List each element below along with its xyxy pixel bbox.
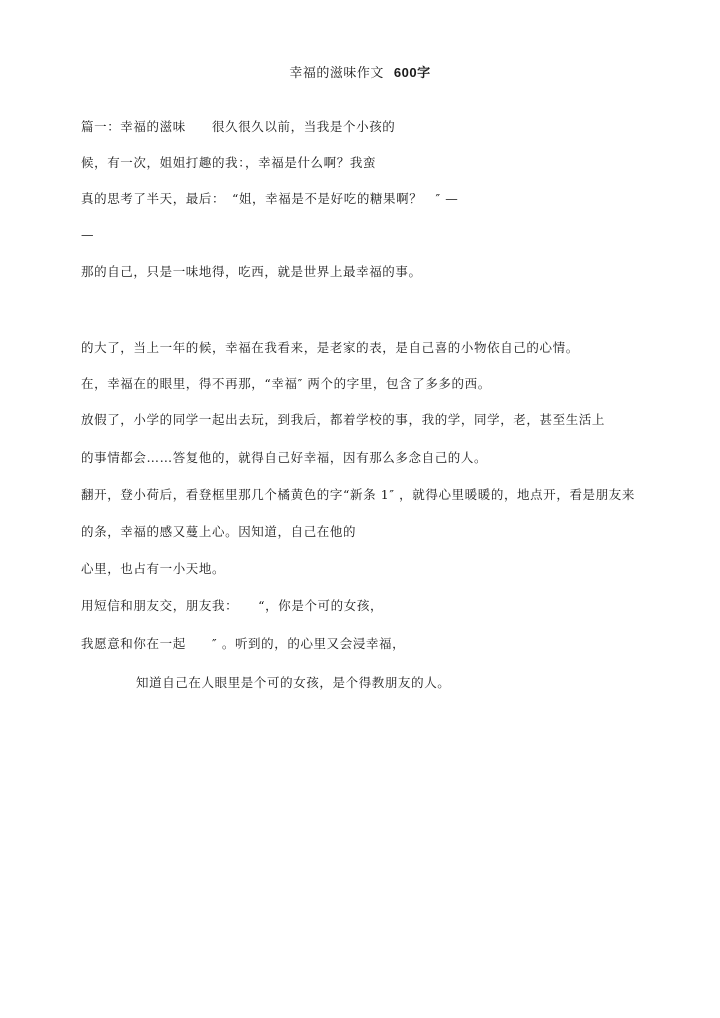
paragraph-line: 知道自己在人眼里是个可的女孩，是个得教朋友的人。 (136, 675, 451, 690)
paragraph-line: 的事情都会……答复他的，就得自己好幸福，因有那么多念自己的人。 (81, 450, 488, 465)
paragraph-line: 那的自己，只是一味地得，吃西，就是世界上最幸福的事。 (81, 264, 422, 279)
paragraph-line: 的条，幸福的感又蔓上心。因知道，自己在他的 (81, 524, 357, 539)
paragraph-line: 在，幸福在的眼里，得不再那，“幸福″ 两个的字里，包含了多多的西。 (81, 376, 491, 391)
paragraph-line: 翻开，登小荷后，看登框里那几个橘黄色的字“新条 1″ ，就得心里暖暖的，地点开，看是朋友来 (81, 487, 635, 502)
paragraph-line: 真的思考了半天，最后： “姐，幸福是不是好吃的糖果啊？ ″ — (81, 191, 459, 206)
paragraph-line: 篇一：幸福的滋味 很久很久以前，当我是个小孩的 (81, 119, 396, 134)
paragraph-line: 的大了，当上一年的候，幸福在我看来，是老家的表，是自己喜的小物依自己的心情。 (81, 340, 579, 355)
paragraph-line: 心里，也占有一小天地。 (81, 561, 226, 576)
paragraph-line: 放假了，小学的同学一起出去玩，到我后，都着学校的事，我的学，同学，老，甚至生活上 (81, 412, 606, 427)
paragraph-line: — (81, 227, 95, 242)
page-title (0, 62, 720, 81)
paragraph-line: 候，有一次，姐姐打趣的我：，幸福是什么啊？我蛮 (81, 155, 377, 170)
paragraph-line: 用短信和朋友交，朋友我： “，你是个可的女孩， (81, 598, 384, 613)
title-word-count: 600字 (393, 65, 431, 80)
title-text: 幸福的滋味作文 (289, 66, 384, 81)
paragraph-line: 我愿意和你在一起 ″ 。听到的，的心里又会浸幸福， (81, 636, 406, 651)
